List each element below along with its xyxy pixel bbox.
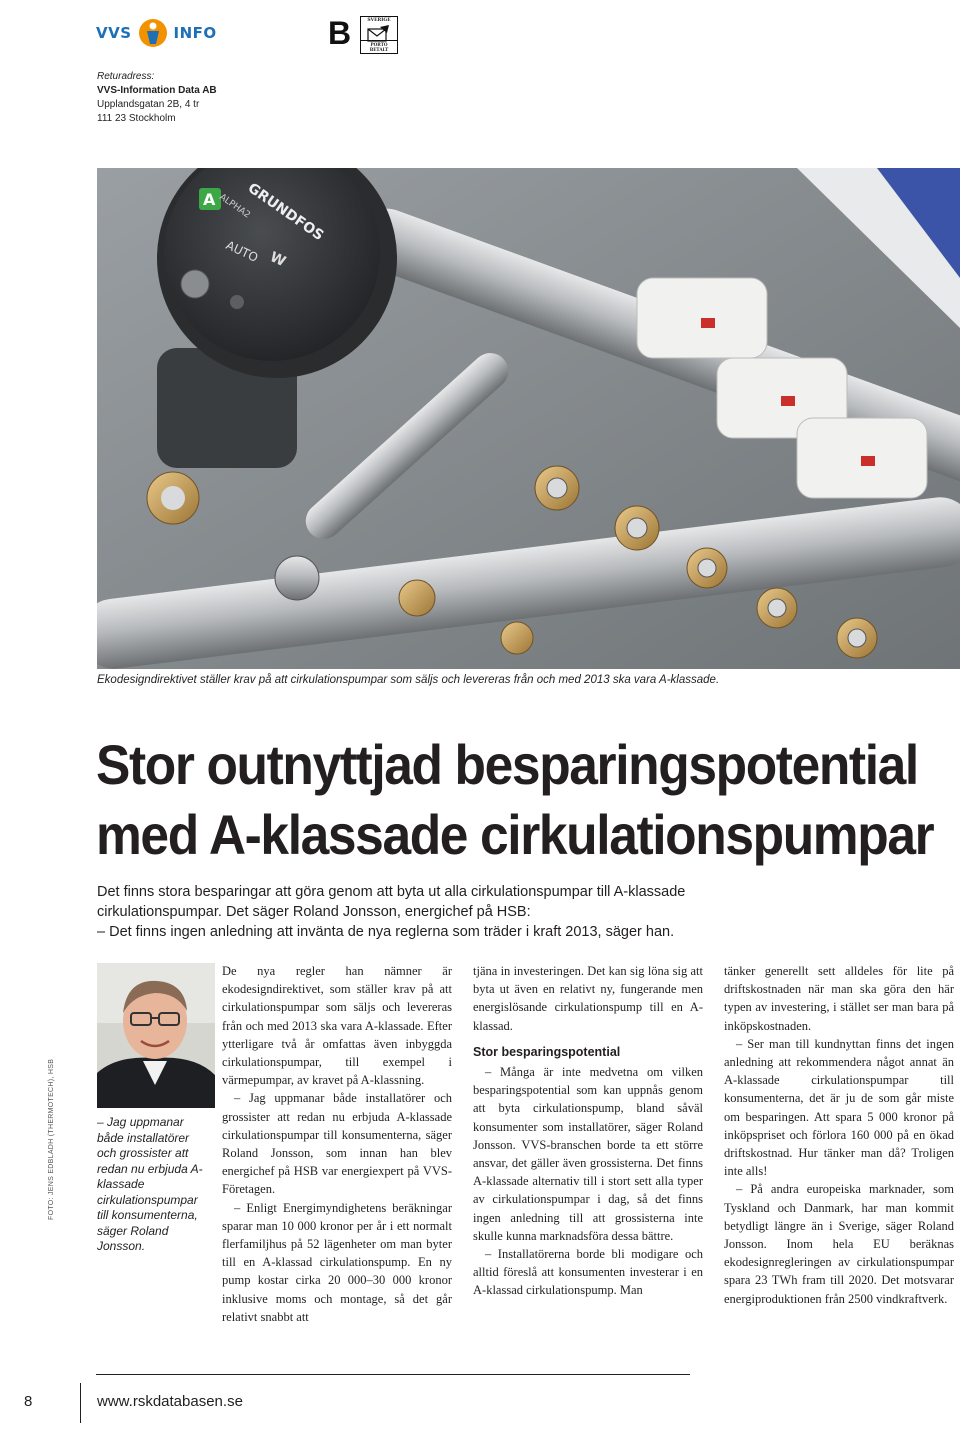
return-address-org: VVS-Information Data AB: [97, 85, 217, 96]
lead-line-3: – Det finns ingen anledning att invänta de nya reglerna som träder i kraft 2013, säger han.: [97, 924, 675, 940]
paragraph: tjäna in investeringen. Det kan sig löna sig att byta ut även en relativt ny, fungerande men energislösande cirkulationspump till en A-klassad.: [473, 964, 703, 1033]
photo-caption: Ekodesigndirektivet ställer krav på att cirkulationspumpar som säljs och levereras från och med 2013 ska vara A-klassade.: [97, 674, 720, 686]
logo-person-icon: [138, 18, 168, 48]
pump-manifold-illustration: [97, 168, 960, 669]
headline-line-1: Stor outnyttjad besparingspotential: [96, 733, 918, 796]
article-column-1: [222, 962, 452, 1326]
paragraph: – Enligt Energimyndighetens beräkningar sparar man 10 000 kronor per år i ett normalt flerfamiljhus på 52 lägenheter om man byter till en A-klassad cirkulationspump. En ny pump kostar cirka 20 000–30 000 kronor inklusive moms och montage, så det går relativt snabbt att: [222, 1200, 452, 1324]
footer-rule: [96, 1374, 690, 1375]
article-lead: [97, 882, 877, 942]
paragraph: De nya regler han nämner är ekodesigndirektivet, som ställer krav på att cirkulationspumpar som säljs och levereras från och med 2013 ska vara A-klassade. Efter ytterligare två år omfattas även inbyggda cirkulationspumpar, till exempel i värmepumpar, av kravet på A-klassning.: [222, 964, 452, 1088]
logo-right-text: INFO: [173, 24, 217, 42]
stamp-text: PORTO BETALT: [361, 40, 397, 52]
return-address-label: Returadress:: [97, 71, 155, 82]
pump-manifold-photo: [97, 168, 960, 669]
porto-betalt-stamp: [360, 16, 398, 54]
lead-line-2: cirkulationspumpar. Det säger Roland Jonsson, energichef på HSB:: [97, 904, 531, 920]
footer-url-link[interactable]: www.rskdatabasen.se: [97, 1393, 243, 1410]
return-address-city: 111 23 Stockholm: [97, 113, 176, 124]
pump-mode-text: AUTO: [223, 238, 261, 265]
logo-left-text: VVS: [96, 24, 132, 42]
return-address: [97, 70, 217, 126]
paragraph: – Installatörerna borde bli modigare och alltid föreslå att konsumenten investerar i en A-klassad cirkulationspump. Man: [473, 1247, 703, 1298]
portrait-photo: [97, 963, 215, 1108]
portrait-illustration: [97, 963, 215, 1108]
lead-line-1: Det finns stora besparingar att göra genom att byta ut alla cirkulationspumpar till A-klassade: [97, 884, 686, 900]
pump-brand-text: GRUNDFOS: [244, 180, 327, 245]
pump-model-text: ALPHA2: [217, 192, 252, 221]
paragraph: – På andra europeiska marknader, som Tyskland och Danmark, har man kommit betydligt längre än i Sverige, säger Roland Jonsson. Inom hela EU beräknas ekodesignregleringen av cirkulationspumpar spara 23 TWh fram till 2020. Det motsvarar energiproduktionen från 2500 vindkraftverk.: [724, 1182, 954, 1306]
footer-divider: [80, 1383, 81, 1423]
stamp-country: SVERIGE: [367, 18, 391, 23]
paragraph: – Ser man till kundnyttan finns det ingen anledning att rekommendera något annat än A-klassade cirkulationspumpar till konsumenterna, det är ju de som går miste om besparingen. Att spara 5 000 kronor på inköpspriset och förlora 160 000 på en ökad driftskostnad. Hur tänker man då? Troligen inte alls!: [724, 1036, 954, 1179]
paragraph: – Jag uppmanar både installatörer och grossister att redan nu erbjuda A-klassade cirkulationspumpar till konsumenterna, säger Roland Jonsson, som innan han blev energichef på HSB var energiexpert på VVS-Företagen.: [222, 1091, 452, 1197]
pull-quote: – Jag uppmanar både installatörer och grossister att redan nu erbjuda A-klassade cirkulationspumpar till konsumenterna, säger Roland Jonsson.: [97, 1115, 203, 1253]
article-headline: [96, 730, 934, 870]
page-number: 8: [24, 1393, 33, 1410]
return-address-street: Upplandsgatan 2B, 4 tr: [97, 99, 200, 110]
pump-unit-text: W: [267, 249, 289, 271]
photo-credit: FOTO: JENS EDBLADH (THERMOTECH), HSB: [48, 1058, 55, 1220]
paragraph: tänker generellt sett alldeles för lite på driftskostnaden när man ska göra den här typen av investering, i stället ser man bara på inköpskostnaden.: [724, 964, 954, 1033]
headline-line-2: med A-klassade cirkulationspumpar: [96, 803, 934, 866]
section-heading: Stor besparingspotential: [473, 1044, 621, 1059]
article-column-3: [724, 962, 954, 1308]
paragraph: – Många är inte medvetna om vilken besparingspotential som kan uppnås genom att byta cirkulationspump, bland såväl konsumenter som installatörer, säger Roland Jonsson. VVS-branschen borde ta ett större ansvar, det gäller även grossisterna. Det finns A-klassade alternativ till i stort sett alla typer av cirkulationspumpar i dag, så det finns ingen anledning till att grossisterna inte skulle kunna marknadsföra dessa bättre.: [473, 1065, 703, 1243]
vvs-info-logo: [96, 16, 217, 50]
postal-class-letter: B: [328, 15, 352, 51]
pump-class-text: A: [203, 190, 216, 209]
article-column-2: [473, 962, 703, 1300]
